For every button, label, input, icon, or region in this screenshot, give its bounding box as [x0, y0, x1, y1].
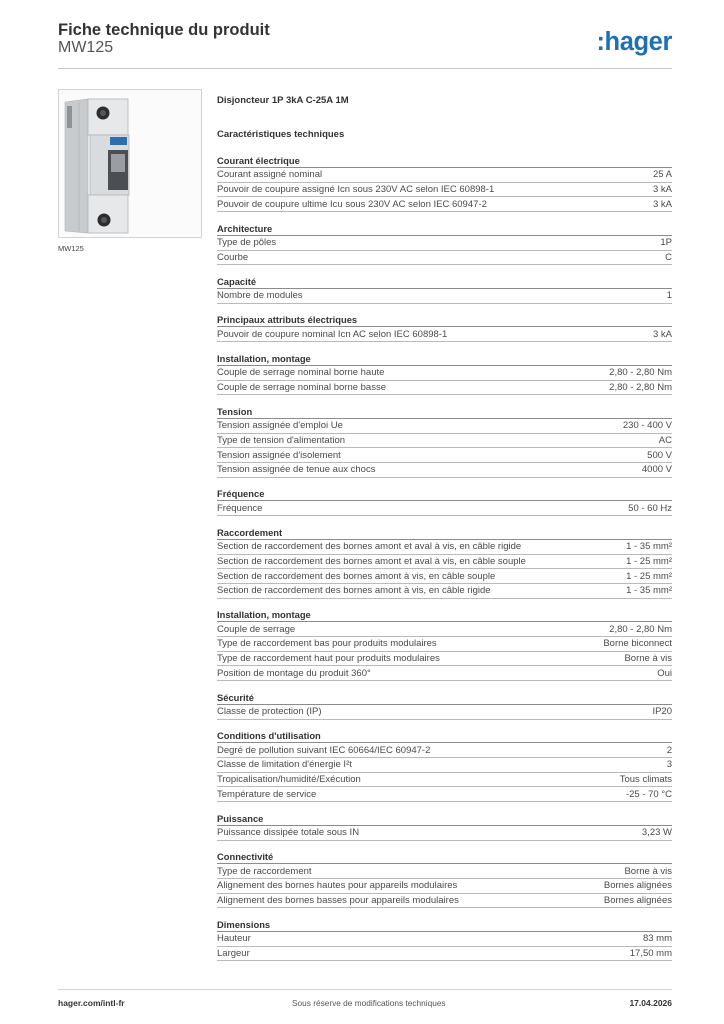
- spec-label: Puissance dissipée totale sous IN: [217, 827, 360, 839]
- section-installation-montage-2: [217, 608, 672, 681]
- product-image-caption: MW125: [58, 244, 84, 253]
- spec-value: 3 kA: [652, 328, 672, 340]
- spec-row: [217, 419, 672, 434]
- spec-row: [217, 501, 672, 516]
- spec-row: [217, 289, 672, 304]
- spec-row: [217, 787, 672, 802]
- section-tension: [217, 405, 672, 478]
- spec-value: 2,80 - 2,80 Nm: [609, 381, 672, 393]
- section-courant-electrique: [217, 154, 672, 212]
- spec-value: AC: [658, 434, 672, 446]
- spec-row: [217, 666, 672, 681]
- circuit-breaker-image: [59, 90, 201, 237]
- spec-label: Hauteur: [217, 933, 251, 945]
- spec-row: [217, 381, 672, 396]
- footer-divider: [58, 989, 672, 990]
- spec-row: [217, 569, 672, 584]
- spec-label: Section de raccordement des bornes amont et aval à vis, en câble rigide: [217, 541, 522, 553]
- spec-row: [217, 366, 672, 381]
- spec-value: 50 - 60 Hz: [628, 502, 672, 514]
- section-title: Architecture: [217, 222, 672, 236]
- spec-row: [217, 864, 672, 879]
- section-conditions-utilisation: [217, 729, 672, 802]
- spec-label: Section de raccordement des bornes amont et aval à vis, en câble souple: [217, 555, 526, 567]
- section-title: Capacité: [217, 275, 672, 289]
- section-title: Conditions d'utilisation: [217, 729, 672, 743]
- spec-value: 500 V: [647, 449, 672, 461]
- spec-value: Borne à vis: [624, 653, 672, 665]
- spec-label: Classe de protection (IP): [217, 706, 322, 718]
- spec-value: 3,23 W: [641, 827, 672, 839]
- spec-value: 2,80 - 2,80 Nm: [609, 367, 672, 379]
- spec-value: 83 mm: [642, 933, 672, 945]
- spec-row: [217, 932, 672, 947]
- spec-value: 4000 V: [641, 464, 672, 476]
- spec-value: 1 - 25 mm²: [626, 570, 672, 582]
- spec-label: Pouvoir de coupure assigné Icn sous 230V AC selon IEC 60898-1: [217, 184, 495, 196]
- spec-label: Section de raccordement des bornes amont à vis, en câble rigide: [217, 585, 491, 597]
- spec-label: Fréquence: [217, 502, 263, 514]
- spec-value: 1P: [660, 237, 672, 249]
- document-title: Fiche technique du produit: [58, 21, 270, 39]
- spec-row: [217, 705, 672, 720]
- spec-label: Couple de serrage nominal borne basse: [217, 381, 386, 393]
- spec-value: 1 - 35 mm²: [626, 585, 672, 597]
- spec-row: [217, 637, 672, 652]
- section-title: Puissance: [217, 812, 672, 826]
- specs-heading: Caractéristiques techniques: [217, 129, 345, 140]
- spec-row: [217, 773, 672, 788]
- section-dimensions: [217, 918, 672, 961]
- spec-label: Courant assigné nominal: [217, 169, 323, 181]
- footer-disclaimer: Sous réserve de modifications techniques: [292, 998, 446, 1008]
- spec-label: Couple de serrage nominal borne haute: [217, 367, 385, 379]
- spec-label: Type de raccordement: [217, 865, 312, 877]
- section-connectivite: [217, 850, 672, 908]
- spec-value: Tous climats: [619, 774, 672, 786]
- spec-value: 1 - 25 mm²: [626, 555, 672, 567]
- section-installation-montage: [217, 352, 672, 395]
- spec-row: [217, 197, 672, 212]
- footer-date: 17.04.2026: [629, 998, 672, 1008]
- product-reference: MW125: [58, 39, 114, 56]
- spec-label: Section de raccordement des bornes amont à vis, en câble souple: [217, 570, 496, 582]
- spec-value: 230 - 400 V: [622, 420, 672, 432]
- spec-label: Position de montage du produit 360°: [217, 667, 371, 679]
- spec-row: [217, 540, 672, 555]
- section-title: Sécurité: [217, 691, 672, 705]
- spec-row: [217, 251, 672, 266]
- spec-value: 17,50 mm: [629, 948, 672, 960]
- spec-value: 3 kA: [652, 198, 672, 210]
- section-title: Tension: [217, 405, 672, 419]
- spec-row: [217, 894, 672, 909]
- spec-label: Type de tension d'alimentation: [217, 434, 346, 446]
- section-architecture: [217, 222, 672, 265]
- spec-value: Borne à vis: [624, 865, 672, 877]
- spec-label: Tension assignée d'emploi Ue: [217, 420, 343, 432]
- spec-row: [217, 584, 672, 599]
- spec-value: Bornes alignées: [603, 880, 672, 892]
- section-puissance: [217, 812, 672, 841]
- spec-row: [217, 826, 672, 841]
- spec-row: [217, 448, 672, 463]
- spec-value: Borne biconnect: [603, 638, 672, 650]
- section-attributs-electriques: [217, 313, 672, 342]
- product-image-frame: [58, 89, 202, 238]
- spec-row: [217, 168, 672, 183]
- spec-label: Degré de pollution suivant IEC 60664/IEC 60947-2: [217, 744, 431, 756]
- section-title: Courant électrique: [217, 154, 672, 168]
- spec-label: Tropicalisation/humidité/Exécution: [217, 774, 361, 786]
- spec-value: 3 kA: [652, 184, 672, 196]
- header-divider: [58, 68, 672, 69]
- spec-value: 1 - 35 mm²: [626, 541, 672, 553]
- spec-label: Tension assignée de tenue aux chocs: [217, 464, 376, 476]
- section-frequence: [217, 487, 672, 516]
- spec-label: Tension assignée d'isolement: [217, 449, 341, 461]
- spec-row: [217, 183, 672, 198]
- section-securite: [217, 691, 672, 720]
- spec-value: C: [665, 251, 672, 263]
- footer-website-link[interactable]: hager.com/intl-fr: [58, 998, 125, 1008]
- spec-value: IP20: [652, 706, 672, 718]
- spec-label: Pouvoir de coupure nominal Icn AC selon IEC 60898-1: [217, 328, 448, 340]
- spec-value: Oui: [657, 667, 672, 679]
- section-title: Raccordement: [217, 526, 672, 540]
- spec-label: Classe de limitation d'énergie I²t: [217, 759, 352, 771]
- section-title: Installation, montage: [217, 608, 672, 622]
- spec-value: 1: [666, 290, 672, 302]
- spec-value: Bornes alignées: [603, 894, 672, 906]
- section-title: Fréquence: [217, 487, 672, 501]
- spec-row: [217, 879, 672, 894]
- section-capacite: [217, 275, 672, 304]
- spec-label: Type de raccordement haut pour produits modulaires: [217, 653, 440, 665]
- spec-row: [217, 555, 672, 570]
- spec-label: Couple de serrage: [217, 623, 296, 635]
- spec-row: [217, 622, 672, 637]
- spec-label: Alignement des bornes basses pour appareils modulaires: [217, 894, 459, 906]
- spec-label: Type de pôles: [217, 237, 277, 249]
- spec-row: [217, 236, 672, 251]
- spec-row: [217, 463, 672, 478]
- section-title: Principaux attributs électriques: [217, 313, 672, 327]
- section-title: Installation, montage: [217, 352, 672, 366]
- spec-value: -25 - 70 °C: [625, 788, 672, 800]
- spec-row: [217, 434, 672, 449]
- spec-value: 25 A: [652, 169, 672, 181]
- section-title: Dimensions: [217, 918, 672, 932]
- spec-label: Largeur: [217, 948, 250, 960]
- spec-label: Courbe: [217, 251, 249, 263]
- section-title: Connectivité: [217, 850, 672, 864]
- spec-row: [217, 743, 672, 758]
- spec-row: [217, 947, 672, 962]
- spec-label: Nombre de modules: [217, 290, 303, 302]
- spec-row: [217, 652, 672, 667]
- spec-row: [217, 327, 672, 342]
- spec-label: Pouvoir de coupure ultime Icu sous 230V AC selon IEC 60947-2: [217, 198, 487, 210]
- spec-value: 2: [666, 744, 672, 756]
- spec-value: 3: [666, 759, 672, 771]
- product-name: Disjoncteur 1P 3kA C-25A 1M: [217, 95, 349, 106]
- spec-table: [217, 154, 672, 961]
- spec-row: [217, 758, 672, 773]
- section-raccordement: [217, 526, 672, 599]
- spec-value: 2,80 - 2,80 Nm: [609, 623, 672, 635]
- spec-label: Type de raccordement bas pour produits modulaires: [217, 638, 437, 650]
- spec-label: Alignement des bornes hautes pour appareils modulaires: [217, 880, 458, 892]
- spec-label: Température de service: [217, 788, 317, 800]
- hager-logo: :hager: [596, 28, 672, 56]
